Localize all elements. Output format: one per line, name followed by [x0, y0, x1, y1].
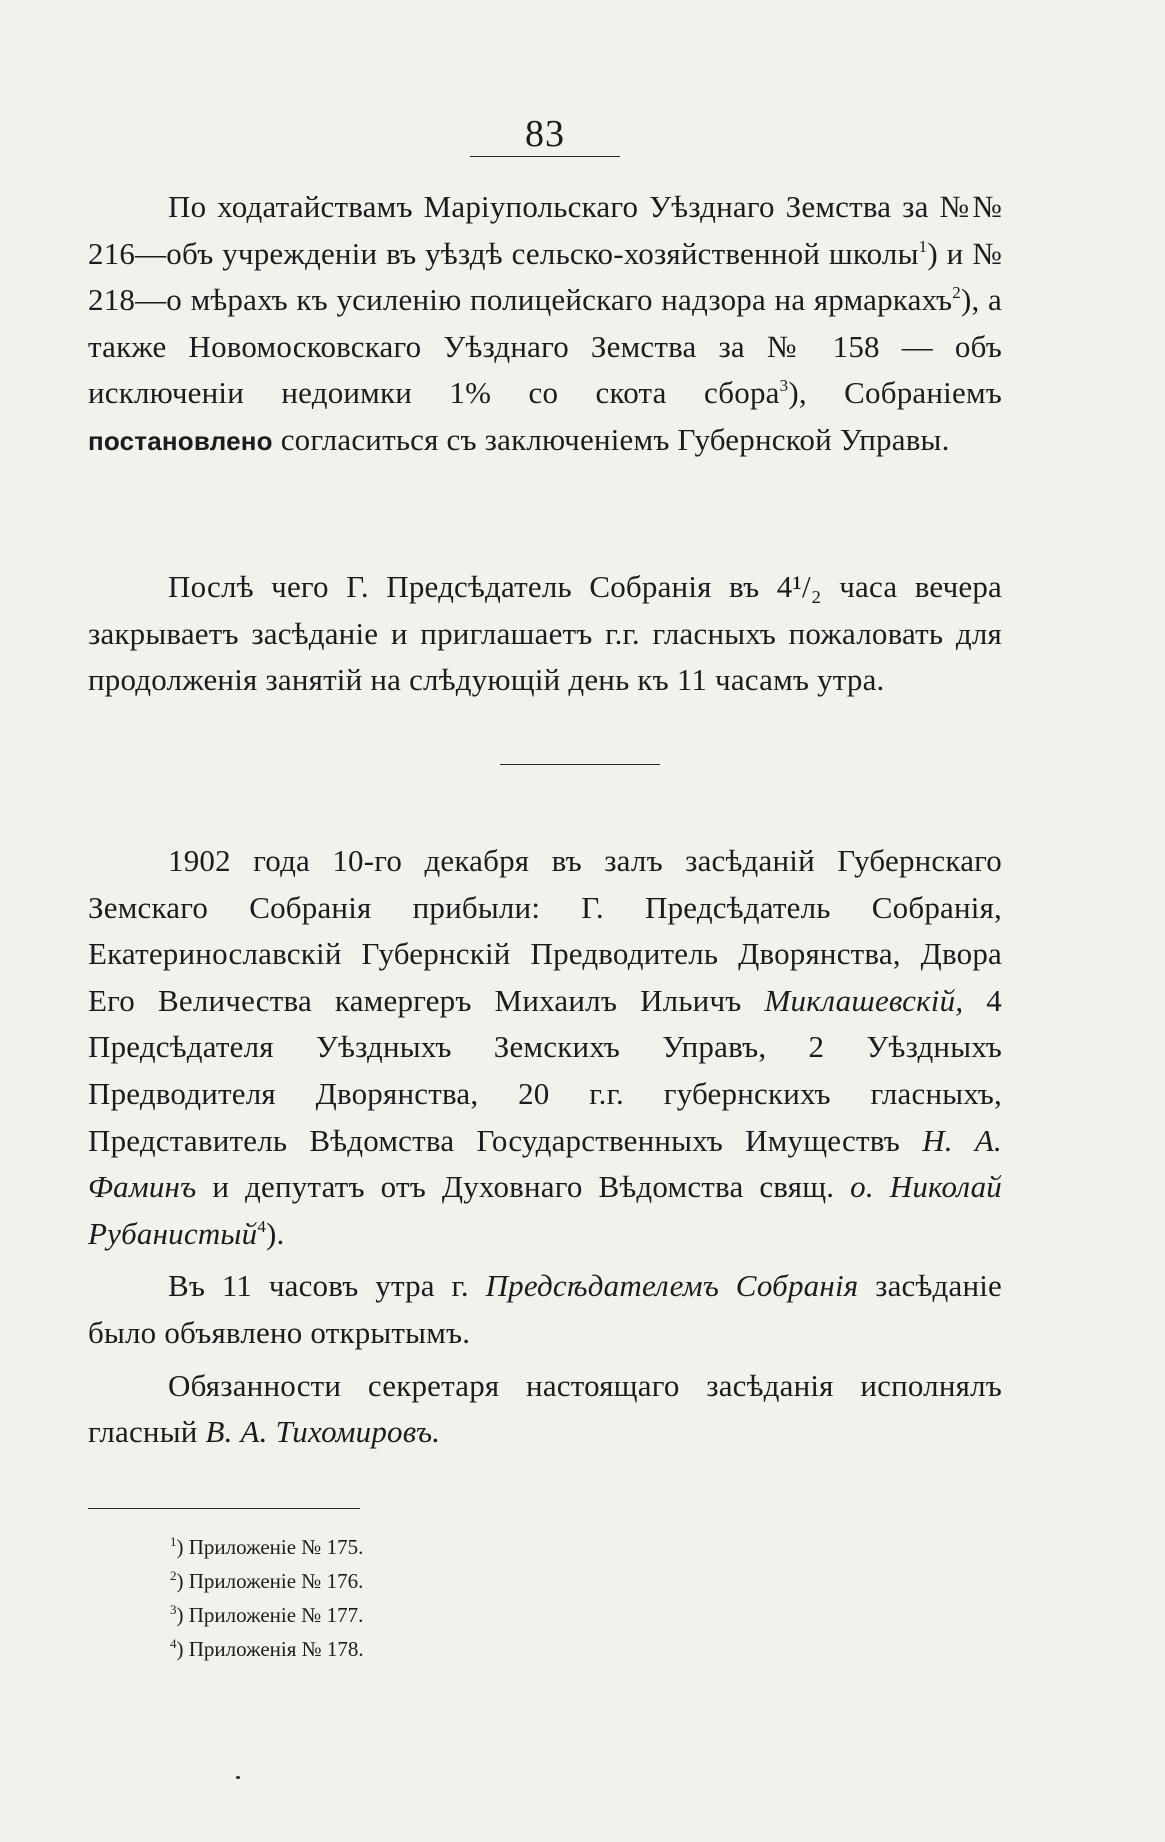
- para3-text-2: 4 Предсѣдателя Уѣздныхъ Земскихъ Управъ, 2 Уѣздныхъ Предводителя Дворянства, 20 г.г. губернскихъ гласныхъ, Представитель Вѣдомства Государственныхъ Имуществъ: [88, 982, 1002, 1158]
- paragraph-petitions: [88, 184, 1002, 465]
- person-name-miklashevsky: Миклашевскій,: [764, 982, 964, 1018]
- ink-speck: [236, 1776, 240, 1779]
- paragraph-secretary: [88, 1363, 1002, 1456]
- text-block-3: [88, 838, 1002, 1456]
- text-block-1: [88, 184, 1002, 465]
- footnote-rule: [88, 1508, 360, 1509]
- para1-text-1: По ходатайствамъ Маріупольскаго Уѣзднаго Земства за №№ 216—объ учрежденіи въ уѣздѣ сельско-хозяйственной школы: [88, 189, 1002, 271]
- footnote-1: [170, 1530, 570, 1564]
- footnotes: [170, 1530, 570, 1666]
- footnote-text: ) Приложеніе № 177.: [176, 1603, 364, 1627]
- resolution-word: постановлено: [88, 425, 273, 456]
- para1-text-3: ), а также Новомосковскаго Уѣзднаго Земства за № 158 — объ исключеніи недоимки 1% со скота сбора: [88, 282, 1002, 411]
- text-block-2: [88, 564, 1002, 704]
- para1-text-4: ), Собраніемъ: [788, 375, 1002, 411]
- para4-text-1: Въ 11 часовъ утра г.: [168, 1268, 469, 1304]
- footnote-ref-2[interactable]: 2: [952, 283, 961, 303]
- footnote-4: [170, 1632, 570, 1666]
- para4-text-2: засѣданіе было объявлено открытымъ.: [88, 1268, 1003, 1350]
- section-separator-rule: [500, 764, 660, 765]
- para5-text-1: Обязанности секретаря настоящаго засѣданія исполнялъ гласный: [88, 1367, 1002, 1450]
- para1-text-2: ) и № 218—о мѣрахъ къ усиленію полицейскаго надзора на ярмаркахъ: [88, 235, 1002, 318]
- footnote-ref-1[interactable]: 1: [918, 236, 928, 256]
- footnote-3: [170, 1598, 570, 1632]
- footnote-ref-3[interactable]: 3: [779, 376, 789, 396]
- page-number: 83: [525, 113, 565, 155]
- footnote-mark: 4: [170, 1636, 177, 1651]
- footnote-text: ) Приложенія № 178.: [176, 1637, 364, 1661]
- para3-text-3: и депутатъ отъ Духовнаго Вѣдомства свящ.: [212, 1169, 835, 1205]
- chairman-reference: Предсѣдателемъ Собранія: [485, 1268, 859, 1304]
- paragraph-adjournment: Послѣ чего Г. Предсѣдатель Собранія въ 4¹/₂ часа вечера закрываетъ засѣданіе и приглашаетъ г.г. гласныхъ пожаловать для продолженія занятій на слѣдующій день къ 11 часамъ утра.: [88, 569, 1002, 698]
- person-name-rubanisty: о. Николай Рубанистый: [88, 1169, 1002, 1251]
- footnote-mark: 3: [170, 1602, 177, 1617]
- footnote-ref-4[interactable]: 4: [257, 1216, 267, 1236]
- person-name-tikhomirov: В. А. Тихомировъ.: [205, 1414, 441, 1450]
- para3-text-4: ).: [266, 1215, 285, 1251]
- paragraph-session-opened: [88, 1263, 1002, 1356]
- footnote-2: [170, 1564, 570, 1598]
- footnote-mark: 2: [170, 1568, 177, 1583]
- footnote-text: ) Приложеніе № 175.: [176, 1535, 364, 1559]
- para1-text-5: согласиться съ заключеніемъ Губернской Управы.: [280, 421, 950, 457]
- para3-text-1: 1902 года 10-го декабря въ залъ засѣданій Губернскаго Земскаго Собранія прибыли: Г. Предсѣдатель Собранія, Екатеринославскій Губернскій Предводитель Дворянства, Двора Его Величества камергеръ Михаилъ Ильичъ: [88, 843, 1002, 1018]
- page-number-rule: [470, 156, 620, 157]
- paragraph-session-attendance: [88, 838, 1002, 1257]
- footnote-text: ) Приложеніе № 176.: [176, 1569, 364, 1593]
- footnote-mark: 1: [170, 1534, 177, 1549]
- person-name-famin: Н. А. Фаминъ: [88, 1122, 1003, 1205]
